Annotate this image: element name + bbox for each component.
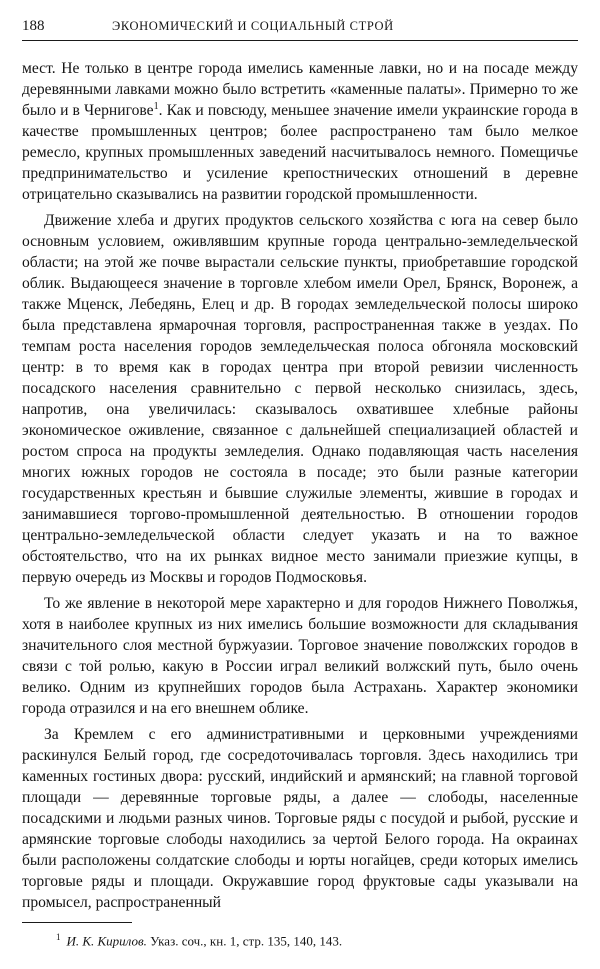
- page-header: [22, 14, 578, 41]
- running-title: ЭКОНОМИЧЕСКИЙ И СОЦИАЛЬНЫЙ СТРОЙ: [112, 19, 394, 33]
- paragraph-2: Движение хлеба и других продуктов сельского хозяйства с юга на север было основным условием, оживлявшим крупные города центрально-земледельческой области; на этой же почве вырастали сельские пункты, приобретавшие городской облик. Выдающееся значение в торговле хлебом имели Орел, Брянск, Воронеж, а также Мценск, Лебедянь, Елец и др. В городах земледельческой полосы широко была представлена ярмарочная торговля, распространенная также в уездах. По темпам роста населения городов земледельческая полоса обгоняла московский центр: в то время как в городах центра при второй ревизии численность посадского населения сравнительно с первой несколько снизилась, здесь, напротив, она увеличилась: сказывалось охватившее хлебные районы экономическое оживление, связанное с дальнейшей специализацией областей и ростом спроса на продукты земледелия. Однако подавляющая часть населения многих южных городов не состояла в посаде; это были разные категории государственных крестьян и бывшие служилые элементы, жившие в городах и занимавшиеся торгово-промышленной деятельностью. В отношении городов центрально-земледельческой области следует указать и на то важное обстоятельство, что на их рынках видное место занимали приезжие купцы, в первую очередь из Москвы и городов Подмосковья.: [22, 212, 578, 586]
- paragraph-4: За Кремлем с его административными и церковными учреждениями раскинулся Белый город, где сосредоточивалась торговля. Здесь находились три каменных гостиных двора: русский, индийский и армянский; на главной торговой площади — деревянные торговые ряды, а далее — слободы, населенные посадскими и людьми разных чинов. Торговые ряды с посудой и рыбой, русские и армянские торговые слободы находились за чертой Белого города. На окраинах были расположены солдатские слободы и юрты ногайцев, среди которых имелись торговые ряды и площади. Окружавшие город фруктовые сады указывали на промысел, распространенный: [22, 726, 578, 911]
- footnote-author: И. К. Кирилов.: [66, 933, 147, 949]
- footnote-mark: 1: [56, 932, 61, 942]
- footnote-divider: [22, 922, 132, 923]
- footnote-reference: 1: [153, 100, 159, 112]
- paragraph-1: [22, 58, 578, 205]
- page-number: 188: [22, 18, 45, 34]
- paragraph-1-text-after-ref: . Как и повсюду, меньшее значение имели украинские города в качестве промышленных центров; более распространено там было мелкое ремесло, крупных промышленных заведений насчитывалось немного. Помещичье предпринимательство и усиление крепостнических отношений в деревне отрицательно сказывались на развитии городской промышленности.: [22, 102, 579, 203]
- body-text: [22, 58, 578, 918]
- paragraph-3: То же явление в некоторой мере характерно и для городов Нижнего Поволжья, хотя в наиболее крупных из них имелись большие возможности для складывания значительного слоя местной буржуазии. Торговое значение поволжских городов в связи с той ролью, какую в России играл великий волжский путь, было очень велико. Одним из крупнейших городов была Астрахань. Характер экономики города отразился и на его внешнем облике.: [22, 595, 578, 717]
- footnote-citation: Указ. соч., кн. 1, стр. 135, 140, 143.: [150, 933, 343, 949]
- footnote: [56, 928, 342, 950]
- paragraph-1-text-before-ref: мест. Не только в центре города имелись каменные лавки, но и на посаде между деревянными лавками можно было встретить «каменные палаты». Примерно то же было и в Чернигове: [22, 60, 578, 119]
